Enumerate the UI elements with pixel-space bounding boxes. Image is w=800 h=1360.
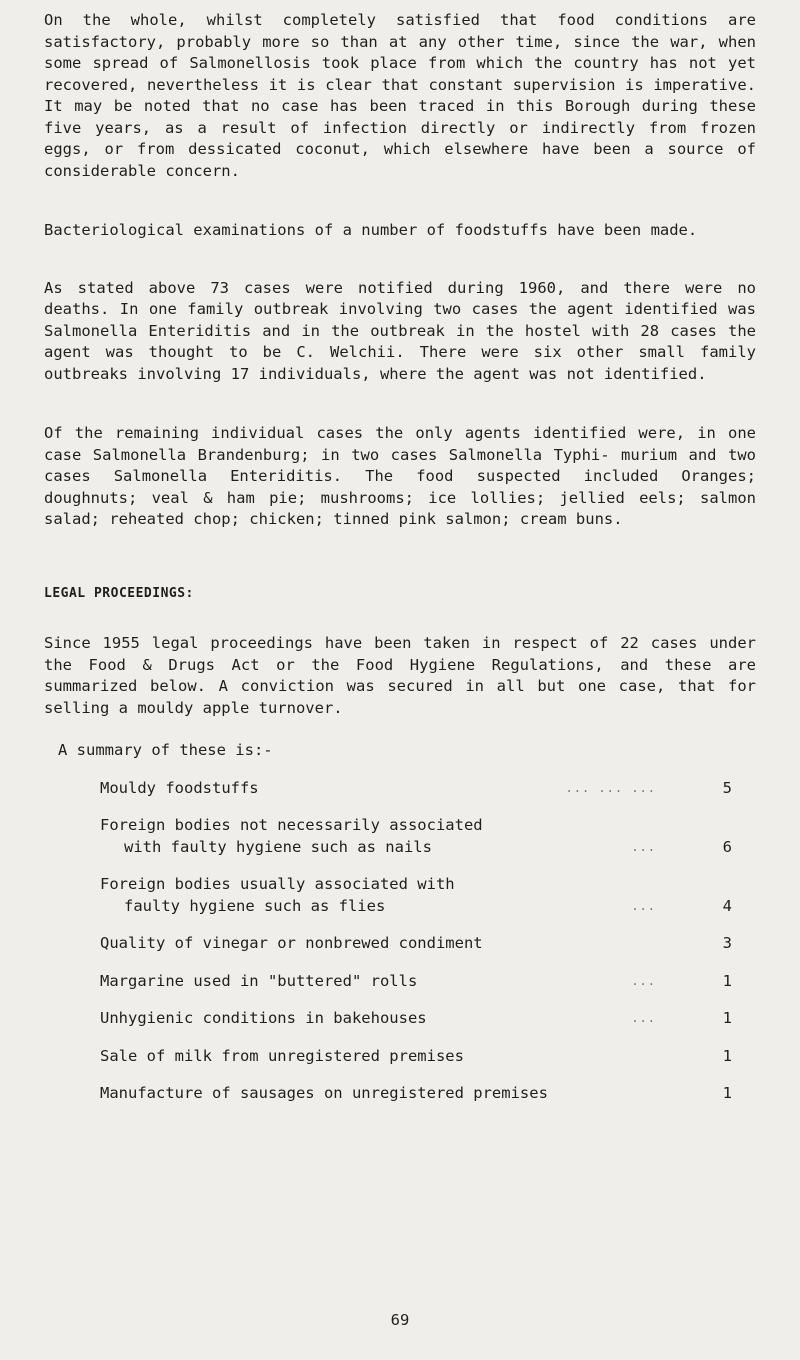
leader-dots: ... bbox=[631, 898, 656, 913]
leader-dots: ... bbox=[631, 1011, 656, 1025]
document-page bbox=[44, 10, 756, 1121]
summary-list bbox=[100, 778, 732, 1105]
summary-count: 1 bbox=[722, 1084, 732, 1102]
summary-row bbox=[100, 933, 732, 955]
summary-row bbox=[100, 874, 732, 917]
paragraph-bacteriological: Bacteriological examinations of a number of foodstuffs have been made. bbox=[44, 221, 698, 239]
summary-row bbox=[100, 815, 732, 858]
summary-count: 1 bbox=[722, 971, 732, 990]
summary-row bbox=[100, 971, 732, 993]
summary-count: 1 bbox=[722, 1009, 732, 1027]
leader-dots: ... ... ... bbox=[565, 780, 656, 795]
summary-row bbox=[100, 778, 732, 800]
summary-row bbox=[100, 1083, 732, 1105]
summary-label: Quality of vinegar or nonbrewed condiment bbox=[100, 934, 483, 952]
paragraph-remaining-cases: Of the remaining individual cases the only agents identified were, in one case Salmonella Brandenburg; in two cases Salmonella Typhi- murium and two cases Salmonella Enteriditis. The food suspected included Oranges; doughnuts; veal & ham pie; mushrooms; ice lollies; jellied eels; salmon salad; reheated chop; chicken; tinned pink salmon; cream buns. bbox=[44, 424, 756, 528]
summary-count: 1 bbox=[722, 1046, 732, 1065]
summary-label: Manufacture of sausages on unregistered premises bbox=[100, 1084, 548, 1102]
summary-count: 5 bbox=[722, 778, 732, 797]
summary-row bbox=[100, 1008, 732, 1030]
summary-label: Sale of milk from unregistered premises bbox=[100, 1046, 464, 1065]
summary-label: Mouldy foodstuffs bbox=[100, 778, 259, 797]
paragraph-food-conditions: On the whole, whilst completely satisfied that food conditions are satisfactory, probably more so than at any other time, since the war, when some spread of Salmonellosis took place from which the country has not yet recovered, nevertheless it is clear that constant supervision is imperative. It may be noted that no case has been traced in this Borough during these five years, as a result of infection directly or indirectly from frozen eggs, or from dessicated coconut, which elsewhere have been a source of considerable concern. bbox=[44, 11, 756, 180]
summary-label: Foreign bodies usually associated with faulty hygiene such as flies bbox=[100, 875, 455, 915]
summary-count: 6 bbox=[722, 837, 732, 856]
summary-count: 4 bbox=[722, 896, 732, 915]
leader-dots: ... bbox=[631, 973, 656, 988]
summary-label: Margarine used in "buttered" rolls bbox=[100, 971, 418, 990]
page-number: 69 bbox=[390, 1311, 410, 1329]
leader-dots: ... bbox=[631, 839, 656, 854]
legal-proceedings-heading: LEGAL PROCEEDINGS: bbox=[44, 585, 194, 601]
summary-row bbox=[100, 1046, 732, 1068]
summary-label: Unhygienic conditions in bakehouses bbox=[100, 1009, 427, 1027]
summary-label: Foreign bodies not necessarily associated with faulty hygiene such as nails bbox=[100, 816, 483, 856]
paragraph-legal-proceedings: Since 1955 legal proceedings have been taken in respect of 22 cases under the Food & Drugs Act or the Food Hygiene Regulations, and these are summarized below. A conviction was secured in all but one case, that for selling a mouldy apple turnover. bbox=[44, 634, 756, 717]
summary-count: 3 bbox=[722, 934, 732, 952]
summary-intro: A summary of these is:- bbox=[58, 741, 273, 759]
paragraph-cases-notified: As stated above 73 cases were notified during 1960, and there were no deaths. In one family outbreak involving two cases the agent identified was Salmonella Enteriditis and in the outbreak in the hostel with 28 cases the agent was thought to be C. Welchii. There were six other small family outbreaks involving 17 individuals, where the agent was not identified. bbox=[44, 278, 756, 383]
